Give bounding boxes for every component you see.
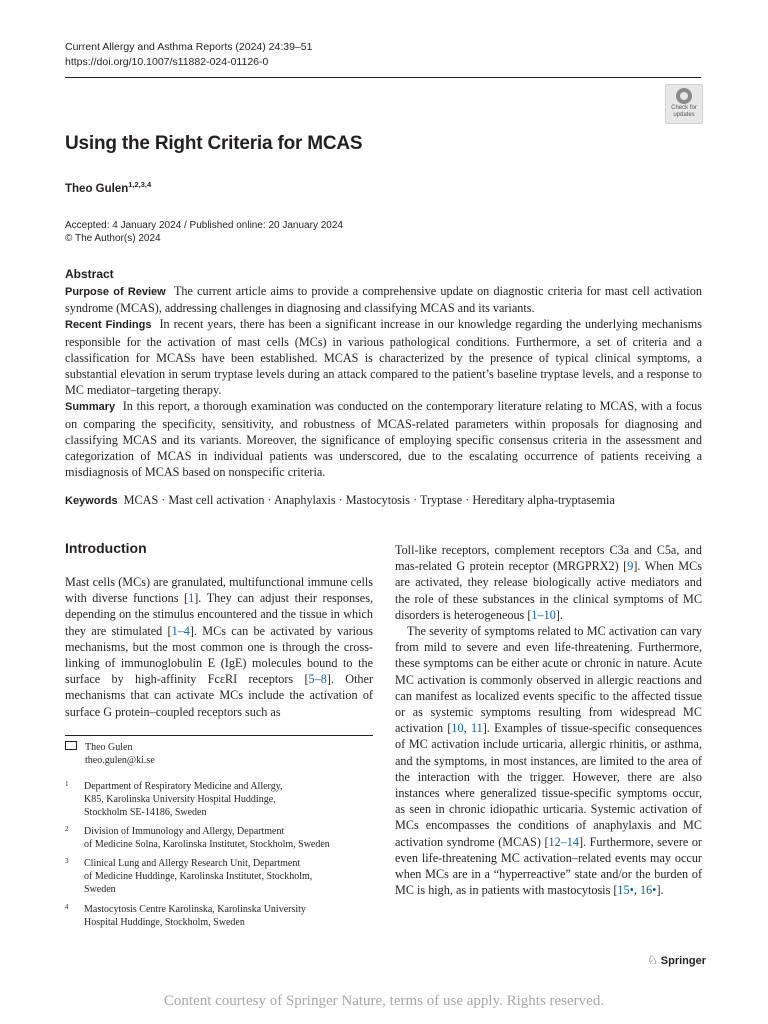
affiliation-line: Mastocytosis Centre Karolinska, Karolinska University [84,904,306,915]
header-rule [65,77,701,78]
citation-link[interactable]: 15• [617,883,634,898]
purpose-text: The current article aims to provide a comprehensive update on diagnostic criteria for mast cell activation syndrome (MCAS), addressing challenges in diagnosing and classifying MCAS and its variants. [65,284,702,316]
text-run: ]. When MCs are activated, they release biologically active mediators and the role of these substances in the clinical symptoms of MC disorders is heterogeneous [ [395,559,702,622]
check-for-updates-badge[interactable] [665,84,703,124]
doi-link[interactable]: https://doi.org/10.1007/s11882-024-01126-0 [65,56,269,68]
affiliation-number: 4 [65,903,69,911]
text-run: ]. [656,883,664,898]
abstract-body [65,283,702,480]
publisher-name: Springer [660,955,706,967]
keywords [65,493,702,508]
affiliation-number: 3 [65,857,69,865]
correspondence [65,741,155,767]
keywords-text: MCAS · Mast cell activation · Anaphylaxis · Mastocytosis · Tryptase · Hereditary alpha-tryptasemia [123,493,615,507]
affiliation-line: Clinical Lung and Allergy Research Unit, Department [84,858,301,869]
text-run: ]. [555,607,563,622]
abstract-summary [65,398,702,480]
abstract-findings [65,316,702,398]
text-run: ]. Other mechanisms that can activate MCs include the activation of surface G protein–coupled receptors such as [65,672,373,719]
citation-link[interactable]: 12–14 [548,834,579,849]
envelope-icon [65,741,77,750]
citation-link[interactable]: 9 [627,559,634,574]
affiliation-1 [65,780,365,819]
accepted-published-dates: Accepted: 4 January 2024 / Published online: 20 January 2024 [65,220,343,231]
affiliation-4 [65,903,365,929]
courtesy-notice: Content courtesy of Springer Nature, terms of use apply. Rights reserved. [163,993,605,1009]
check-updates-icon [676,88,692,104]
check-badge-line-2: updates [673,112,695,118]
right-column [395,542,702,898]
text-run: ]. Examples of tissue-specific consequences of MC activation include urticaria, allergic rhinitis, or asthma, and the symptoms, in most instances, are limited to the area of the interaction with the trigger. However, there are also instances where generalized tissue-specific symptoms occur, as seen in chronic idiopathic urticaria. Systemic activation of MCs encompasses the conditions of anaphylaxis and MC activation syndrome (MCAS) [ [395,721,702,849]
intro-paragraph-1 [65,574,373,720]
article-title: Using the Right Criteria for MCAS [65,133,363,154]
keywords-label: Keywords [65,495,118,507]
affiliation-number: 2 [65,825,69,833]
left-column [65,574,373,720]
affiliation-number: 1 [65,780,69,788]
citation-link[interactable]: 1–4 [171,623,190,638]
citation-link[interactable]: 11 [470,721,483,736]
intro-paragraph-2 [395,623,702,898]
author-line [65,180,151,195]
correspondence-email[interactable]: theo.gulen@ki.se [85,755,155,766]
copyright-line: © The Author(s) 2024 [65,233,161,244]
purpose-label: Purpose of Review [65,286,166,298]
findings-label: Recent Findings [65,319,152,332]
citation-link[interactable]: 1 [188,591,195,606]
introduction-heading: Introduction [65,540,147,556]
text-run: , [463,721,471,736]
text-run: Toll-like receptors, complement receptors C3a and C5a, and mas-related G protein receptor (MRGPRX2) [ [395,543,702,574]
affiliation-line: Department of Respiratory Medicine and Allergy, [84,781,283,792]
text-run: , [633,883,640,898]
footnote-rule [65,735,373,736]
findings-text: In recent years, there has been a significant increase in our knowledge regarding the underlying mechanisms responsible for the activation of mast cells (MCs) in various pathological conditions. Furthermore, a set of criteria and a classification for MCASs have been established. MCAS is characterized by the presence of typical clinical symptoms, a substantial elevation in serum tryptase levels during an attack compared to the patient’s baseline tryptase levels, and a response to MC mediator–targeting therapy. [65,317,703,398]
affiliation-3 [65,857,365,896]
citation-link[interactable]: 16• [639,883,657,898]
affiliation-line: of Medicine Huddinge, Karolinska Institutet, Stockholm, [84,871,313,882]
journal-citation: Current Allergy and Asthma Reports (2024) 24:39–51 [65,41,313,53]
author-name[interactable]: Theo Gulen [65,182,129,195]
summary-label: Summary [65,401,116,414]
affiliation-line: Stockholm SE-14186, Sweden [84,807,207,818]
journal-header [65,40,312,70]
summary-text: In this report, a thorough examination was conducted on the contemporary literature relating to MCAS, with a focus on comparing the specificity, sensitivity, and robustness of MCAS-related parameters within proposals for diagnosing and classifying MCAS and its variants. Moreover, the significance of employing specific consensus criteria in the assessment and categorization of MCAS in individual patients was underscored, due to the escalating occurrence of patients receiving a misdiagnosis of MCAS based on nonspecific criteria. [65,399,702,480]
intro-paragraph-1-cont [395,542,702,623]
abstract-heading: Abstract [65,267,114,281]
citation-link[interactable]: 1–10 [531,607,556,622]
text-run: ]. They can adjust their responses, depending on the stimulus encountered and the tissue in which they are stimulated [ [65,591,373,638]
check-badge-line-1: Check for [671,105,697,111]
publication-dates [65,219,343,245]
affiliation-line: Division of Immunology and Allergy, Department [84,826,285,837]
citation-link[interactable]: 10 [451,721,464,736]
affiliation-line: Sweden [84,884,116,895]
correspondence-name: Theo Gulen [85,742,133,753]
affiliation-line: Hospital Huddinge, Stockholm, Sweden [84,917,245,928]
springer-logo [647,953,706,967]
author-affiliation-marks: 1,2,3,4 [128,180,152,189]
affiliation-line: K85, Karolinska University Hospital Huddinge, [84,794,276,805]
citation-link[interactable]: 5–8 [308,672,327,687]
text-run: The severity of symptoms related to MC activation can vary from mild to severe and even life-threatening. Furthermore, these symptoms can be either acute or chronic in nature. Acute MC activation is commonly observed in allergic reactions and can manifest as localized events specific to the affected tissue or as systemic symptoms resulting from widespread MC activation [ [395,624,702,736]
abstract-purpose [65,283,702,316]
springer-horse-icon: ♘ [647,953,658,967]
affiliation-line: of Medicine Solna, Karolinska Institutet, Stockholm, Sweden [84,839,330,850]
text-run: ]. Furthermore, severe or even life-threatening MC activation–related events may occur when MCs are in a “hyperreactive” state and/or the burden of MC is high, as in patients with mastocytosis [ [395,834,702,898]
text-run: ]. MCs can be activated by various mechanisms, but the most common one is through the cross-linking of immunoglobulin E (IgE) molecules bound to the surface by high-affinity FcεRI receptors [ [65,623,373,687]
text-run: Mast cells (MCs) are granulated, multifunctional immune cells with diverse functions [ [65,575,373,606]
affiliation-2 [65,825,385,851]
